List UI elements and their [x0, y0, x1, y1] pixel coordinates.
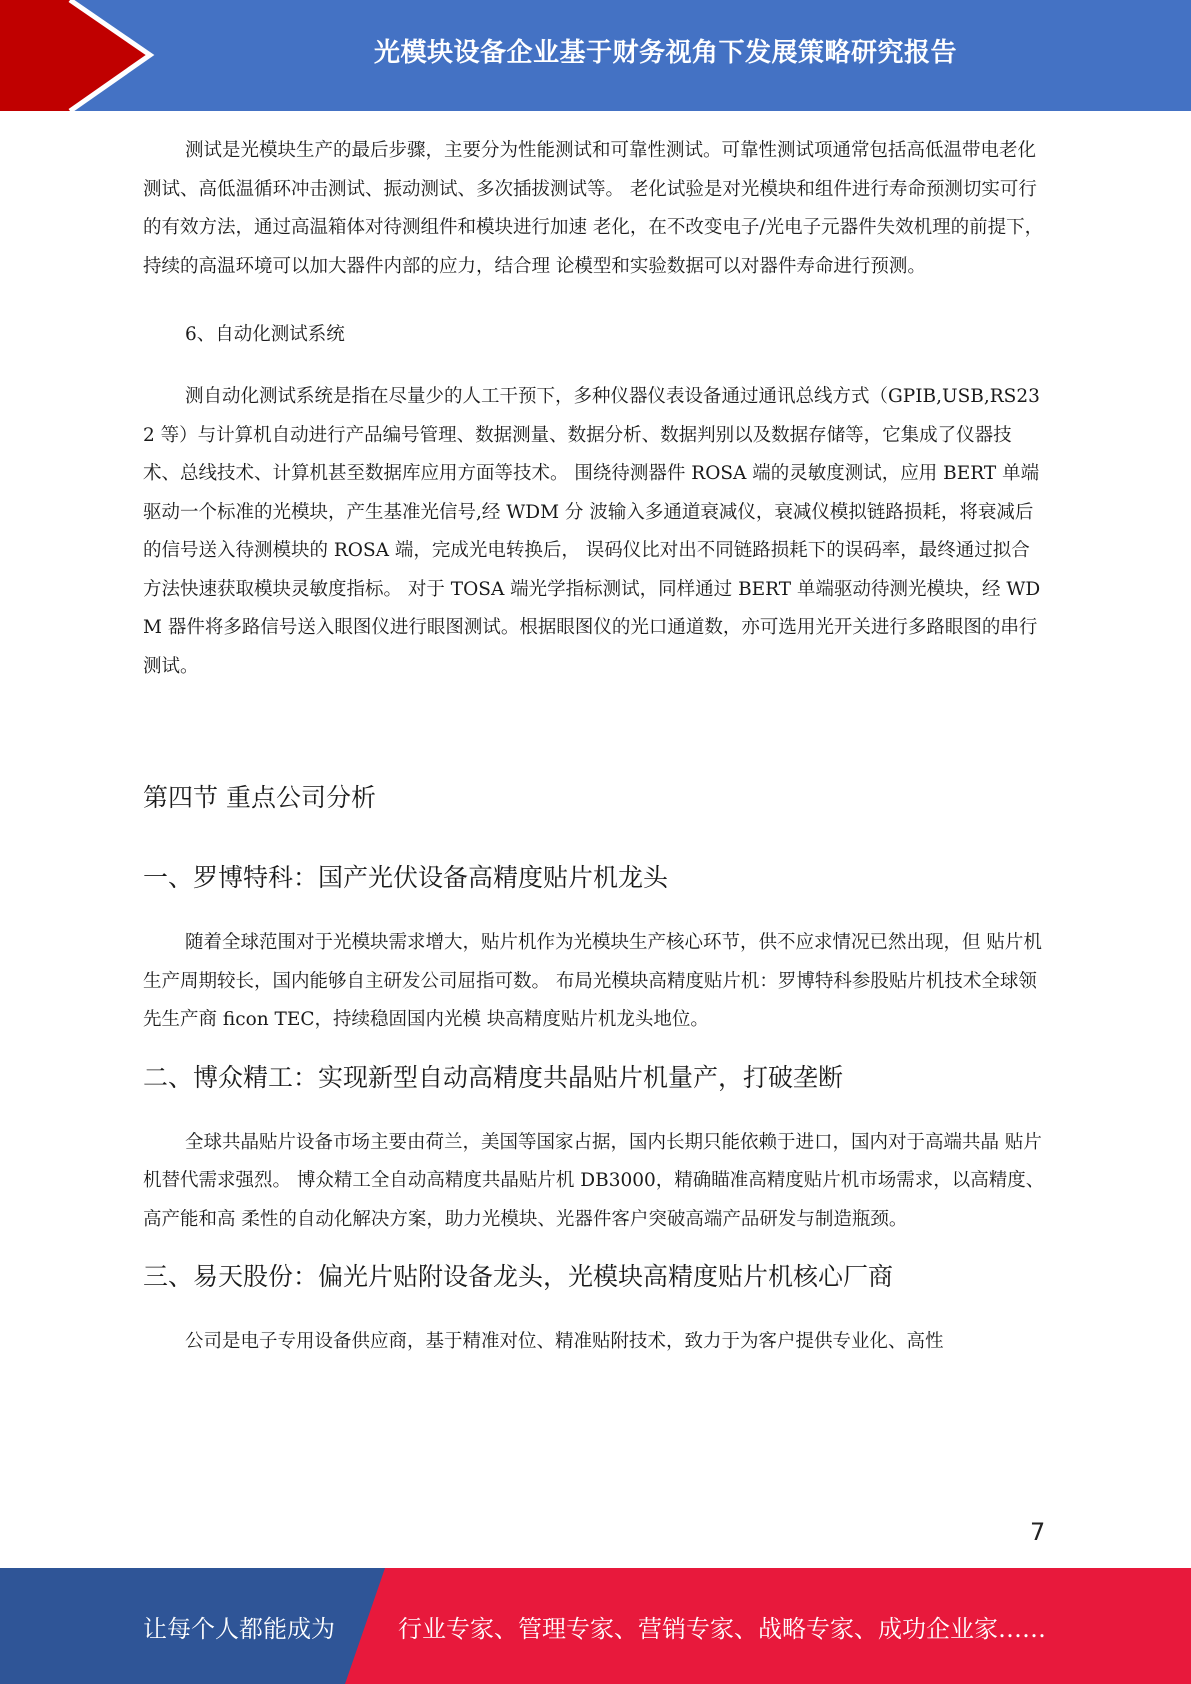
page-footer	[0, 1568, 1191, 1684]
section-title: 第四节 重点公司分析	[143, 783, 376, 812]
paragraph-company-2: 全球共晶贴片设备市场主要由荷兰，美国等国家占据，国内长期只能依赖于进口，国内对于高端共晶 贴片机替代需求强烈。 博众精工全自动高精度共晶贴片机 DB3000，精确瞄准高精度贴片机市场需求，以高精度、高产能和高 柔性的自动化解决方案，助力光模块、光器件客户突破高端产品研发与制造瓶颈。	[143, 1131, 1045, 1230]
paragraph-testing: 测试是光模块生产的最后步骤，主要分为性能测试和可靠性测试。可靠性测试项通常包括高低温带电老化 测试、高低温循环冲击测试、振动测试、多次插拔测试等。 老化试验是对光模块和组件进行寿命预测切实可行的有效方法，通过高温箱体对待测组件和模块进行加速 老化，在不改变电子/光电子元器件失效机理的前提下，持续的高温环境可以加大器件内部的应力，结合理 论模型和实验数据可以对器件寿命进行预测。	[143, 140, 1044, 277]
paragraph-company-3: 公司是电子专用设备供应商，基于精准对位、精准贴附技术，致力于为客户提供专业化、高性	[185, 1331, 944, 1352]
page-number: 7	[1030, 1518, 1046, 1546]
footer-slogan-right: 行业专家、管理专家、营销专家、战略专家、成功企业家……	[398, 1614, 1046, 1643]
page-header	[0, 0, 1191, 111]
subheading-auto-test-system: 6、自动化测试系统	[185, 324, 345, 345]
heading-company-1: 一、罗博特科：国产光伏设备高精度贴片机龙头	[143, 863, 669, 892]
heading-company-3: 三、易天股份：偏光片贴附设备龙头，光模块高精度贴片机核心厂商	[143, 1262, 894, 1291]
paragraph-auto-test-system: 测自动化测试系统是指在尽量少的人工干预下，多种仪器仪表设备通过通讯总线方式（GPIB,USB,RS232 等）与计算机自动进行产品编号管理、数据测量、数据分析、数据判别以及数据存储等，它集成了仪器技 术、总线技术、计算机甚至数据库应用方面等技术。 围绕待测器件 ROSA 端的灵敏度测试，应用 BERT 单端驱动一个标准的光模块，产生基准光信号,经 WDM 分 波输入多通道衰减仪，衰减仪模拟链路损耗，将衰减后的信号送入待测模块的 ROSA 端，完成光电转换后， 误码仪比对出不同链路损耗下的误码率，最终通过拟合方法快速获取模块灵敏度指标。 对于 TOSA 端光学指标测试，同样通过 BERT 单端驱动待测光模块，经 WDM 器件将多路信号送入眼图仪进行眼图测试。根据眼图仪的光口通道数，亦可选用光开关进行多路眼图的串行测试。	[143, 386, 1041, 677]
report-title: 光模块设备企业基于财务视角下发展策略研究报告	[373, 37, 957, 68]
heading-company-2: 二、博众精工：实现新型自动高精度共晶贴片机量产，打破垄断	[143, 1062, 844, 1092]
footer-slogan-left: 让每个人都能成为	[143, 1614, 335, 1643]
paragraph-company-1: 随着全球范围对于光模块需求增大，贴片机作为光模块生产核心环节，供不应求情况已然出现，但 贴片机生产周期较长，国内能够自主研发公司屈指可数。 布局光模块高精度贴片机：罗博特科参股贴片机技术全球领先生产商 ficon TEC，持续稳固国内光模 块高精度贴片机龙头地位。	[143, 932, 1042, 1030]
page-body	[143, 132, 1048, 1362]
